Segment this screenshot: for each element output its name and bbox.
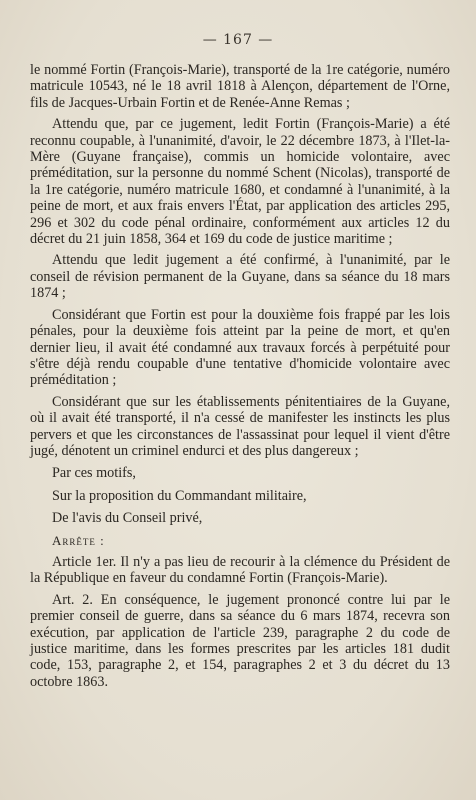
- paragraph-attendu-confirmation: Attendu que ledit jugement a été confirmé, à l'unanimité, par le conseil de révision permanent de la Guyane, dans sa séance du 18 mars 1874 ;: [30, 252, 450, 302]
- paragraph-motifs: Par ces motifs,: [52, 465, 136, 482]
- arrete-heading: Arrête :: [52, 532, 105, 548]
- article-1: Article 1er. Il n'y a pas lieu de recourir à la clémence du Président de la République en faveur du condamné Fortin (François-Marie).: [30, 553, 450, 587]
- paragraph-proposition: Sur la proposition du Commandant militaire,: [52, 487, 307, 504]
- paragraph-avis: De l'avis du Conseil privé,: [52, 510, 203, 527]
- paragraph-considerant-conduct: Considérant que sur les établissements pénitentiaires de la Guyane, où il avait été transporté, il n'a cessé de manifester les instincts les plus pervers et que les circonstances de l'assassinat pour lequel il vient d'être jugé, dénotent un criminel endurci et des plus dangereux ;: [30, 393, 450, 459]
- page-number: — 167 —: [202, 32, 274, 48]
- paragraph-continuation: le nommé Fortin (François-Marie), transporté de la 1re catégorie, numéro matricule 10543, né le 18 avril 1818 à Alençon, département de l'Orne, fils de Jacques-Urbain Fortin et de Renée-Anne Remas ;: [30, 62, 450, 111]
- article-2: Art. 2. En conséquence, le jugement prononcé contre lui par le premier conseil de guerre, dans sa séance du 6 mars 1874, recevra son exécution, par application de l'article 239, paragraphe 2 du code de justice maritime, dans les formes prescrites par les articles 181 dudit code, 153, paragraphe 2, et 154, paragraphes 2 et 3 du décret du 13 octobre 1863.: [30, 591, 450, 690]
- paragraph-considerant-record: Considérant que Fortin est pour la douxième fois frappé par les lois pénales, pour la deuxième fois atteint par la peine de mort, et qu'en dernier lieu, il avait été condamné aux travaux forcés à perpétuité pour s'être déjà rendu coupable d'une tentative d'homicide volontaire avec préméditation ;: [30, 306, 450, 389]
- paragraph-attendu-judgment: Attendu que, par ce jugement, ledit Fortin (François-Marie) a été reconnu coupable, à l'unanimité, d'avoir, le 22 décembre 1873, à l'Ilet-la-Mère (Guyane française), commis un homicide volontaire, avec préméditation, sur la personne du nommé Schent (Nicolas), transporté de la 1re catégorie, numéro matricule 1680, et condamné à l'unanimité, à la peine de mort, et aux frais envers l'État, par application des articles 295, 296 et 302 du code pénal ordinaire, conformément aux articles 12 du décret du 21 juin 1858, 364 et 169 du code de justice maritime ;: [30, 116, 450, 248]
- document-body: [30, 62, 450, 690]
